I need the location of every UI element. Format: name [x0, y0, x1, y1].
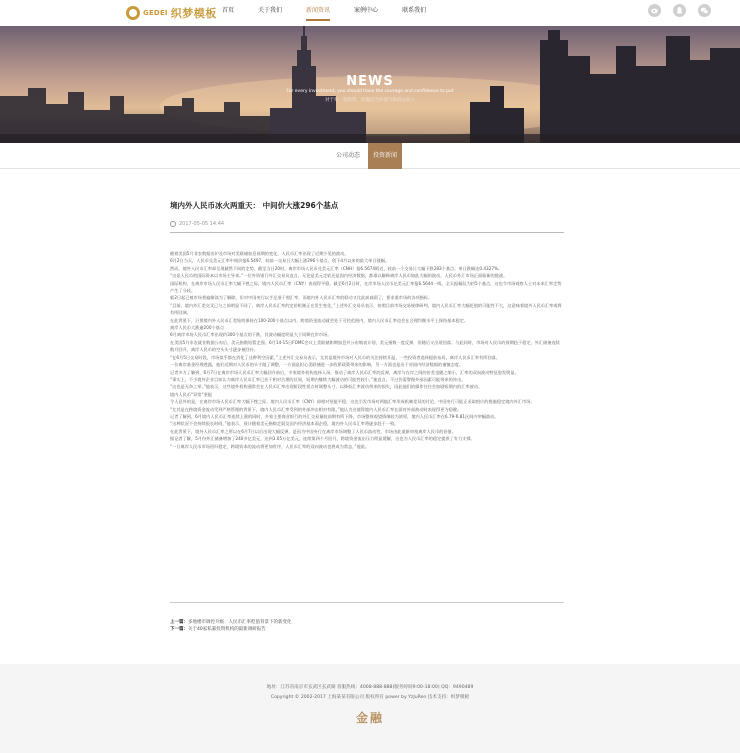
- next-label: 下一篇：: [170, 627, 188, 632]
- article-paragraph: “这也是无奈之举，”他表示，这些境外机构通常会在人民币汇率出现阶段性拐点时调整头寸，以降低汇率波动带来的损失，因此他们的操作往往会加剧短期内的汇率波动。: [170, 384, 483, 390]
- article-pagination: [170, 619, 292, 633]
- site-logo[interactable]: [126, 4, 217, 22]
- article-paragraph: “一旦离岸人民币市场回归稳定，跨境资本的流动将更加有序，人民币汇率的双向波动也将成为常态，”他说。: [170, 443, 370, 449]
- article-paragraph: 令人意外的是，在离岸市场人民币汇率大幅下挫之际，境内人民币汇率（CNY）却相对坚挺平稳，这也引发市场对两地汇率形成机制差异的讨论。中国央行可能正采取相应的措施稳定境内外汇市场。: [170, 399, 535, 405]
- article-paragraph: 据记者了解，5月份外汇储备增加了240多亿美元，达到3.05万亿美元，连续第四个月回升，跨境资金流出压力明显缓解，这也为人民币汇率的稳定提供了有力支撑。: [170, 436, 475, 442]
- next-article[interactable]: [170, 626, 292, 633]
- article-paragraph: 在此背景下，只要境内外人民币汇差始终保持在100-200个基点以内，跨境资金流动就会处于可控范围内，境内人民币汇率也会在合理均衡水平上保持基本稳定。: [170, 317, 469, 323]
- nav-contact[interactable]: 联系我们: [402, 7, 427, 14]
- article-body: [170, 250, 564, 450]
- article-paragraph: 国际机构，在离岸市场人民币汇率大幅下挫之际，境内人民币汇率（CNY）表现得平稳。截至6月2日时，在岸市场人民币兑美元汇率报6.5644一线，全天振幅仅为约5个基点，这也令市场观察人士对未来汇率走势产生了分歧。: [170, 280, 562, 294]
- footer-address: 地址：江苏省南京市玄武区玄武湖 客服热线：4008-888-888(服务时间9:00-18:00) QQ：9490489: [266, 685, 474, 690]
- article-paragraph: 记者多方了解到，6月7日在离岸市场人民币汇率大幅回升前后，多家境外机构选择入场，推动了离岸人民币汇率的反弹，离岸与在岸之间的价差也随之缩小，汇率的双向波动特征愈发明显。: [170, 369, 519, 375]
- nav-about[interactable]: 关于我们: [258, 7, 283, 14]
- article-date: 2017-05-05 14:44: [179, 221, 225, 227]
- article-paragraph: 记者了解到，6月境内人民币汇率连续上涨的同时，多家主要商业银行的外汇交易量较前期有所下降，市场整体观望情绪较为浓厚，境内人民币汇率在6.79-6.81区间内窄幅波动。: [170, 413, 499, 419]
- article-footer-divider: [170, 602, 564, 603]
- article-paragraph: 在美国5月非农就业数据公布后，美元指数短暂走强，6月14-15日FOMC会议上美联储如期加息并公布缩表计划，美元指数一度反弹，但随后又出现回落；与此同时，市场对人民币的预期趋于稳定，外汇储备连续数月回升，离岸人民币的空头头寸逐步被回补。: [170, 339, 560, 353]
- banner-subtitle-en: For every investment, you should have the courage and confidence to put: [286, 89, 454, 94]
- banner-subtitle-cn: 对于每一笔投资，你都应当有勇气和信心投入: [325, 98, 415, 103]
- site-footer: [0, 664, 740, 753]
- weibo-icon[interactable]: [648, 4, 661, 17]
- article-paragraph: “这种状况不会持续很长时间，”他表示，预计随着美元指数走弱及国内经济基本面企稳，境内外人民币汇率将逐步趋于一致。: [170, 421, 399, 427]
- article-paragraph: “目前，境内外汇差交叉已与之前明显不同了，离岸人民币汇率的定价机制正在发生变化，”上述外汇交易员表示，按照目前市场交易规律研判，境内人民币汇率大幅贬值的可能性不大，这意味着境外人民币汇率或将有所回调。: [170, 302, 562, 316]
- clock-icon: [170, 221, 176, 227]
- article-meta: [170, 221, 224, 227]
- article-paragraph: 离岸人民币大跌逾200个基点: [170, 325, 225, 331]
- logo-text-en: GEDEI: [143, 9, 168, 17]
- article-paragraph: 6月2日当天，人民币兑美元汇率中间价报6.5497，较前一交易日大幅上涨296个基点，创下4月以来的最大单日涨幅。: [170, 258, 390, 264]
- prev-article[interactable]: [170, 619, 292, 626]
- article-paragraph: 在此背景下，境外人民币汇率之所以在6月7日以后出现大幅反弹，是因为中国央行在离岸市场调整了人民币流动性，市场由此重新审视离岸人民币的价值。: [170, 428, 456, 434]
- article-paragraph: 境内人民币“异常”坚挺: [170, 391, 213, 397]
- tab-investment-news[interactable]: 投资新闻: [368, 143, 402, 169]
- nav-cases[interactable]: 案例中心: [354, 7, 379, 14]
- banner-title: NEWS: [346, 74, 394, 89]
- nav-home[interactable]: 首页: [222, 7, 235, 14]
- article-paragraph: “尤其是在跨境资金流动受到严格管理的背景下，境内人民币汇率受到的外部冲击相对有限，”他认为这使得境内人民币汇率在面对外部波动时表现得更为稳健。: [170, 406, 462, 412]
- qq-icon[interactable]: [673, 4, 686, 17]
- category-tabs: [0, 143, 740, 169]
- news-banner: [0, 26, 740, 143]
- tab-company-news[interactable]: 公司动态: [335, 152, 360, 159]
- article-paragraph: 一位离岸基金经理透露，他们近期对人民币的头寸做了调整，一方面是担心美联储进一步收紧政策带来的影响，另一方面也是出于对国内经济数据的谨慎态度。: [170, 362, 464, 368]
- article-paragraph: 临2日起已被市场普遍解读为了解除，但对中国央行以手足准于照汇率，而境内外人民币汇率的联动又比此前减弱了，要求重市场的各项指标。: [170, 295, 433, 301]
- logo-text-cn: 织梦模板: [170, 7, 217, 20]
- site-header: [0, 0, 740, 26]
- article-paragraph: 随着美国5月非农数据出炉及市场对美联储加息预期的变化，人民币汇率出现了近期少见的波动。: [170, 251, 349, 256]
- article-paragraph: 6月离岸市场人民币汇率出现约300个基点的下跌，其波动幅度明显大于同期在岸市场。: [170, 332, 332, 338]
- article-paragraph: “这是人民币的国际资本以市场主导来。”一位外资银行外汇交易员直言，无论是美元走软还是国内经济数据，都难以解释离岸人民币如此大幅的波动，人民币外汇市场正面临新的挑战。: [170, 273, 508, 279]
- article-title: 境内外人民币冰火两重天： 中间价大涨296个基点: [170, 201, 339, 210]
- article-paragraph: “在6月5日交易时段，市场似乎都在消化了这种利空因素，”上述外汇交易员表示，尤其是境外市场对人民币的关注持续升温，一些投资者选择提前布局，离岸人民币汇率有所回落。: [170, 354, 501, 360]
- prev-label: 上一篇：: [170, 620, 188, 625]
- prev-article-link[interactable]: 多地楼市调控升级：人民币汇率贬值背景下的新变化: [188, 620, 292, 625]
- article-paragraph: 然而，境外人民币汇率却呈现截然不同的走势。截至当日20时，离岸市场人民币兑美元汇率（CNH）报6.5674附近，较前一个交易日大幅下跌283个基点，单日跌幅达0.4327%。: [170, 265, 503, 271]
- nav-news[interactable]: 新闻资讯: [294, 0, 342, 26]
- article-paragraph: “事实上，不少境外企业目前认为离岸人民币汇率已处于相对合理的区间，短期内继续大幅波动的可能性较小，”他直言，不过仍需警惕外部因素可能带来的冲击。: [170, 376, 466, 382]
- article: [170, 200, 564, 632]
- main-nav: [210, 0, 438, 26]
- logo-mark-icon: [126, 6, 140, 20]
- article-divider: [170, 232, 564, 233]
- next-article-link[interactable]: 关于40家私募投资机构的最新调研报告: [188, 627, 266, 632]
- wechat-icon[interactable]: [698, 4, 711, 17]
- footer-logo: 金融: [355, 711, 384, 725]
- footer-copyright: Copyright © 2002-2017 上海某某有限公司 版权所有 power by YzJuRen 技术支持：织梦模板: [270, 695, 470, 700]
